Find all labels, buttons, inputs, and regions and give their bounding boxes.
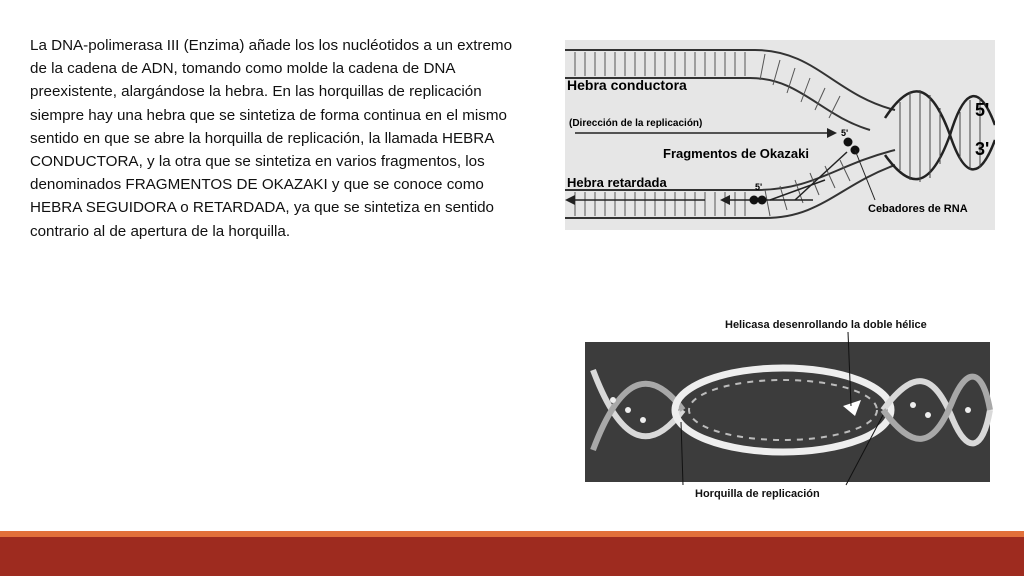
- replication-fork-diagram: [565, 40, 995, 230]
- three-prime-label: 3': [975, 139, 990, 159]
- rna-primers-label: Cebadores de RNA: [868, 203, 968, 215]
- replication-fork-label: Horquilla de replicación: [695, 488, 820, 500]
- helicase-diagram: [583, 310, 1003, 510]
- replication-direction-label: (Dirección de la replicación): [569, 118, 703, 129]
- lagging-strand-label: Hebra retardada: [567, 175, 667, 190]
- leading-five-prime-label: 5': [841, 128, 849, 138]
- helicase-label: Helicasa desenrollando la doble hélice: [725, 319, 927, 331]
- photo-background: [585, 342, 990, 482]
- lagging-five-prime-label: 5': [755, 182, 763, 192]
- okazaki-fragments-label: Fragmentos de Okazaki: [663, 146, 809, 161]
- leading-strand-label: Hebra conductora: [567, 77, 687, 93]
- five-prime-label: 5': [975, 100, 990, 120]
- description-paragraph: La DNA-polimerasa III (Enzima) añade los los nucléotidos a un extremo de la cadena de ADN, tomando como molde la cadena de DNA preexistente, alargándose la hebra. En las horquillas de replicación siempre hay una hebra que se sintetiza de forma continua en el mismo sentido en que se abre la horquilla de replicación, la llamada HEBRA CONDUCTORA, y la otra que se sintetiza en varios fragmentos, los denominados FRAGMENTOS DE OKAZAKI y que se conoce como HEBRA SEGUIDORA o RETARDADA, ya que se sintetiza en sentido contrario al de apertura de la horquilla.: [30, 37, 513, 240]
- footer-bar: [0, 537, 1024, 576]
